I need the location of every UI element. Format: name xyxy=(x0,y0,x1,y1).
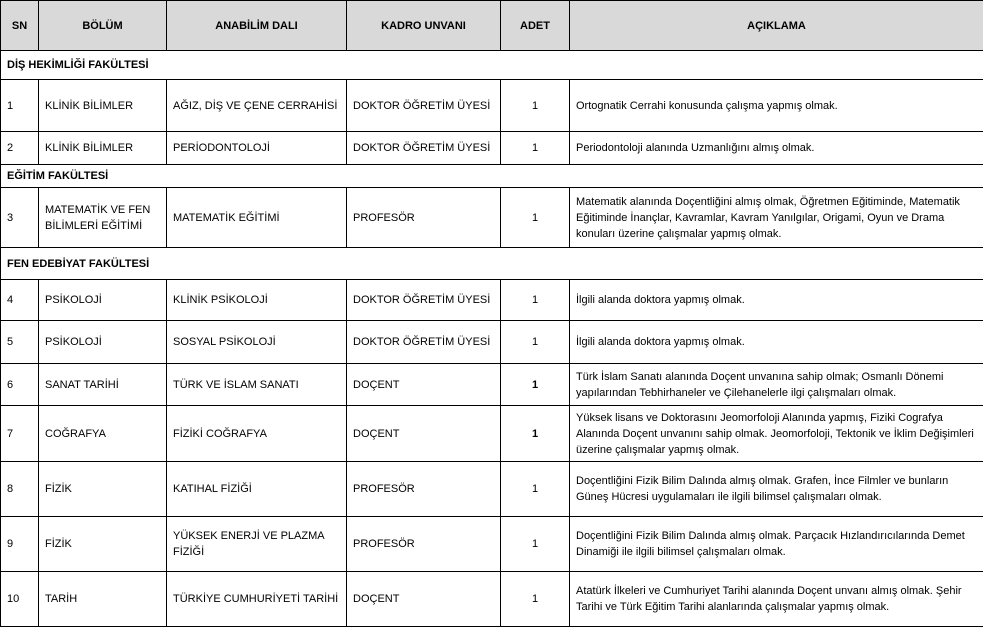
cell-bolum: SANAT TARİHİ xyxy=(39,364,167,406)
table-row xyxy=(1,572,983,627)
cell-bolum: COĞRAFYA xyxy=(39,406,167,462)
cell-adet: 1 xyxy=(501,80,570,132)
cell-aciklama: Matematik alanında Doçentliğini almış olmak, Öğretmen Eğitiminde, Matematik Eğitiminde İnançlar, Kavramlar, Kavram Yanılgılar, Origami, Oyun ve Drama konuları üzerine çalışmalar yapmış olmak. xyxy=(570,188,983,248)
cell-bolum: FİZİK xyxy=(39,517,167,572)
table-body xyxy=(1,51,983,627)
cell-kadro: PROFESÖR xyxy=(347,188,501,248)
cell-adet: 1 xyxy=(501,321,570,364)
cell-anabilim: KLİNİK PSİKOLOJİ xyxy=(167,280,347,321)
cell-aciklama: Doçentliğini Fizik Bilim Dalında almış olmak. Grafen, İnce Filmler ve bunların Güneş Hücresi uygulamaları ile ilgili bilimsel çalışmaları olmak. xyxy=(570,462,983,517)
faculty-row xyxy=(1,248,983,280)
cell-kadro: DOKTOR ÖĞRETİM ÜYESİ xyxy=(347,132,501,165)
cell-aciklama: Türk İslam Sanatı alanında Doçent unvanına sahip olmak; Osmanlı Dönemi yapılarından Tebhirhaneler ve Çilehanelerle ilgi çalışmaları olmak. xyxy=(570,364,983,406)
cell-kadro: DOÇENT xyxy=(347,406,501,462)
cell-aciklama: İlgili alanda doktora yapmış olmak. xyxy=(570,280,983,321)
faculty-name: FEN EDEBİYAT FAKÜLTESİ xyxy=(1,248,983,280)
cell-anabilim: FİZİKİ COĞRAFYA xyxy=(167,406,347,462)
cell-anabilim: TÜRK VE İSLAM SANATI xyxy=(167,364,347,406)
header-sn: SN xyxy=(1,1,39,51)
cell-aciklama: Ortognatik Cerrahi konusunda çalışma yapmış olmak. xyxy=(570,80,983,132)
table-row xyxy=(1,517,983,572)
cell-sn: 8 xyxy=(1,462,39,517)
cell-bolum: KLİNİK BİLİMLER xyxy=(39,132,167,165)
cell-kadro: PROFESÖR xyxy=(347,462,501,517)
header-adet: ADET xyxy=(501,1,570,51)
cell-adet: 1 xyxy=(501,188,570,248)
table-header xyxy=(1,1,983,51)
cell-aciklama: Periodontoloji alanında Uzmanlığını almış olmak. xyxy=(570,132,983,165)
header-aciklama: AÇIKLAMA xyxy=(570,1,983,51)
cell-bolum: TARİH xyxy=(39,572,167,627)
cell-sn: 2 xyxy=(1,132,39,165)
cell-bolum: PSİKOLOJİ xyxy=(39,321,167,364)
cell-adet: 1 xyxy=(501,572,570,627)
faculty-row xyxy=(1,165,983,188)
header-bolum: BÖLÜM xyxy=(39,1,167,51)
faculty-row xyxy=(1,51,983,80)
cell-sn: 4 xyxy=(1,280,39,321)
cell-sn: 5 xyxy=(1,321,39,364)
cell-kadro: DOKTOR ÖĞRETİM ÜYESİ xyxy=(347,80,501,132)
table-row xyxy=(1,280,983,321)
cell-sn: 10 xyxy=(1,572,39,627)
cell-adet: 1 xyxy=(501,132,570,165)
cell-anabilim: TÜRKİYE CUMHURİYETİ TARİHİ xyxy=(167,572,347,627)
cell-anabilim: KATIHAL FİZİĞİ xyxy=(167,462,347,517)
table-row xyxy=(1,462,983,517)
cell-anabilim: PERİODONTOLOJİ xyxy=(167,132,347,165)
cell-bolum: PSİKOLOJİ xyxy=(39,280,167,321)
cell-sn: 6 xyxy=(1,364,39,406)
cell-aciklama: İlgili alanda doktora yapmış olmak. xyxy=(570,321,983,364)
table-row xyxy=(1,364,983,406)
cell-adet: 1 xyxy=(501,406,570,462)
cell-anabilim: MATEMATİK EĞİTİMİ xyxy=(167,188,347,248)
cell-adet: 1 xyxy=(501,462,570,517)
table-row xyxy=(1,80,983,132)
cell-aciklama: Doçentliğini Fizik Bilim Dalında almış olmak. Parçacık Hızlandırıcılarında Demet Dinamiği ile ilgili bilimsel çalışmaları olmak. xyxy=(570,517,983,572)
cell-sn: 7 xyxy=(1,406,39,462)
faculty-name: DİŞ HEKİMLİĞİ FAKÜLTESİ xyxy=(1,51,983,80)
cell-kadro: DOKTOR ÖĞRETİM ÜYESİ xyxy=(347,321,501,364)
cell-anabilim: SOSYAL PSİKOLOJİ xyxy=(167,321,347,364)
cell-sn: 9 xyxy=(1,517,39,572)
cell-bolum: FİZİK xyxy=(39,462,167,517)
cell-kadro: PROFESÖR xyxy=(347,517,501,572)
cell-aciklama: Atatürk İlkeleri ve Cumhuriyet Tarihi alanında Doçent unvanı almış olmak. Şehir Tarihi ve Türk Eğitim Tarihi alanlarında çalışmalar yapmış olmak. xyxy=(570,572,983,627)
cell-bolum: KLİNİK BİLİMLER xyxy=(39,80,167,132)
cell-aciklama: Yüksek lisans ve Doktorasını Jeomorfoloji Alanında yapmış, Fiziki Cografya Alanında Doçent unvanını sahip olmak. Jeomorfoloji, Tektonik ve İklim Değişimleri üzerine çalışmalar yapmış olmak. xyxy=(570,406,983,462)
cell-kadro: DOÇENT xyxy=(347,572,501,627)
cell-kadro: DOÇENT xyxy=(347,364,501,406)
cell-adet: 1 xyxy=(501,517,570,572)
table-row xyxy=(1,188,983,248)
cell-anabilim: AĞIZ, DİŞ VE ÇENE CERRAHİSİ xyxy=(167,80,347,132)
cell-adet: 1 xyxy=(501,364,570,406)
cell-sn: 3 xyxy=(1,188,39,248)
cell-adet: 1 xyxy=(501,280,570,321)
table-row xyxy=(1,132,983,165)
header-kadro: KADRO UNVANI xyxy=(347,1,501,51)
faculty-name: EĞİTİM FAKÜLTESİ xyxy=(1,165,983,188)
header-anabilim: ANABİLİM DALI xyxy=(167,1,347,51)
table-row xyxy=(1,321,983,364)
cell-bolum: MATEMATİK VE FEN BİLİMLERİ EĞİTİMİ xyxy=(39,188,167,248)
cell-anabilim: YÜKSEK ENERJİ VE PLAZMA FİZİĞİ xyxy=(167,517,347,572)
cell-sn: 1 xyxy=(1,80,39,132)
table-row xyxy=(1,406,983,462)
cell-kadro: DOKTOR ÖĞRETİM ÜYESİ xyxy=(347,280,501,321)
